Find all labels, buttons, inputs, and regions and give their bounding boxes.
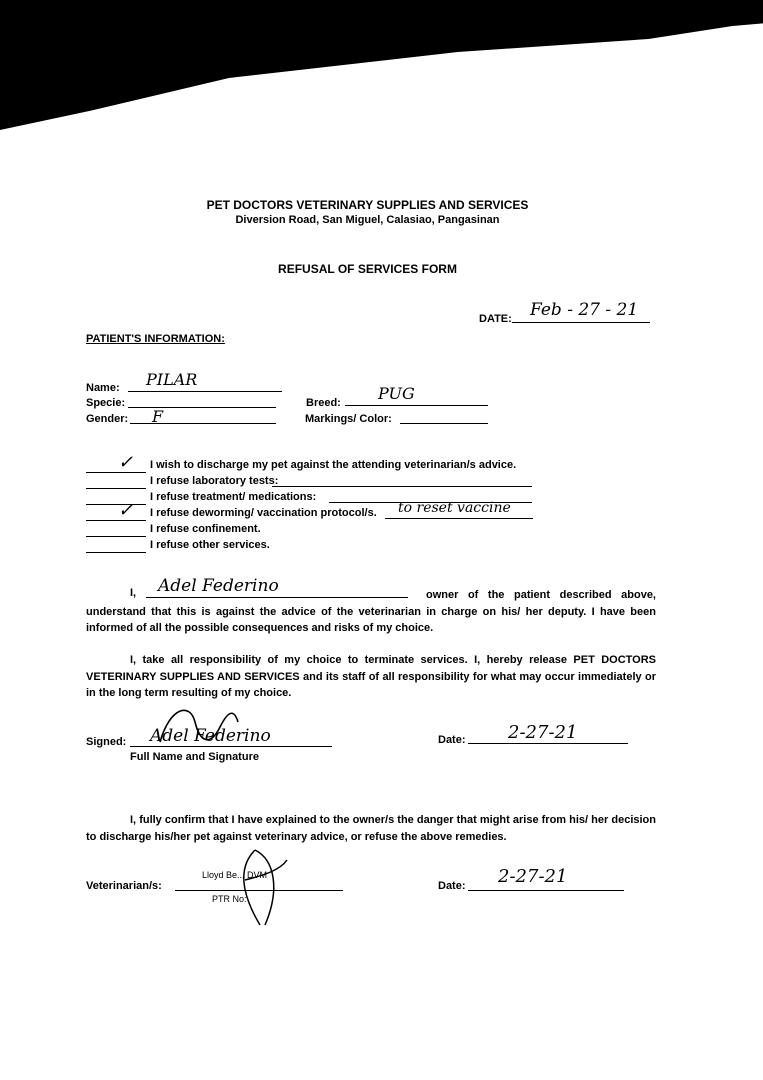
option-6-label: I refuse other services. <box>150 539 270 551</box>
form-title: REFUSAL OF SERVICES FORM <box>278 262 457 276</box>
vet-date-value: 2-27-21 <box>498 866 568 887</box>
date-label: DATE: <box>479 313 512 325</box>
breed-value: PUG <box>378 384 415 403</box>
veterinarian-label: Veterinarian/s: <box>86 880 162 892</box>
option-1-label: I wish to discharge my pet against the attending veterinarian/s advice. <box>150 459 517 471</box>
option-4-note: to reset vaccine <box>398 500 511 516</box>
option-5-label: I refuse confinement. <box>150 523 261 535</box>
statement-prefix: I, <box>130 587 137 599</box>
option-1-check-icon: ✓ <box>118 452 134 473</box>
name-value: PILAR <box>146 370 198 389</box>
option-4-label: I refuse deworming/ vaccination protocol/s. <box>150 507 377 519</box>
scan-black-edge <box>0 0 763 130</box>
confirmation-paragraph: I, fully confirm that I have explained to the owner/s the danger that might arise from his/ her decision to discharge his/her pet against veterinary advice, or refuse the above remedies. <box>86 814 656 843</box>
vet-date-label: Date: <box>438 880 466 892</box>
markings-label: Markings/ Color: <box>305 413 392 425</box>
clinic-address: Diversion Road, San Miguel, Calasiao, Pangasinan <box>235 214 500 226</box>
gender-label: Gender: <box>86 413 129 425</box>
vet-stamp-line-1: Lloyd Be... DVM <box>202 870 268 880</box>
clinic-name: PET DOCTORS VETERINARY SUPPLIES AND SERVICES <box>206 198 529 212</box>
vet-signature-scribble <box>225 840 295 930</box>
specie-label: Specie: <box>86 397 126 409</box>
signed-value: Adel Federino <box>150 726 271 746</box>
vet-stamp-line-2: PTR No: <box>212 894 247 904</box>
signature-date-value: 2-27-21 <box>508 722 578 743</box>
signature-date-label: Date: <box>438 734 466 746</box>
signed-label: Signed: <box>86 736 127 748</box>
statement-paragraph-1: owner of the patient described above, understand that this is against the advice of the veterinarian in charge on his/ her deputy. I have been informed of all the possible consequences and risks of my choice. <box>86 589 656 634</box>
signature-caption: Full Name and Signature <box>130 751 259 763</box>
statement-paragraph-2: I, take all responsibility of my choice to terminate services. I, hereby release PET DOCTORS VETERINARY SUPPLIES AND SERVICES and its staff of all responsibility for what may occur immediately or in the long term resulting of my choice. <box>86 654 656 699</box>
date-value: Feb - 27 - 21 <box>530 300 639 320</box>
owner-name: Adel Federino <box>158 576 279 596</box>
option-3-label: I refuse treatment/ medications: <box>150 491 317 503</box>
option-2-label: I refuse laboratory tests: <box>150 475 279 487</box>
name-label: Name: <box>86 382 120 394</box>
option-4-check-icon: ✓ <box>118 500 134 521</box>
breed-label: Breed: <box>306 397 341 409</box>
owner-signature-scribble <box>150 702 240 750</box>
gender-value: F <box>152 407 164 426</box>
patient-info-heading: PATIENT'S INFORMATION: <box>86 333 225 345</box>
